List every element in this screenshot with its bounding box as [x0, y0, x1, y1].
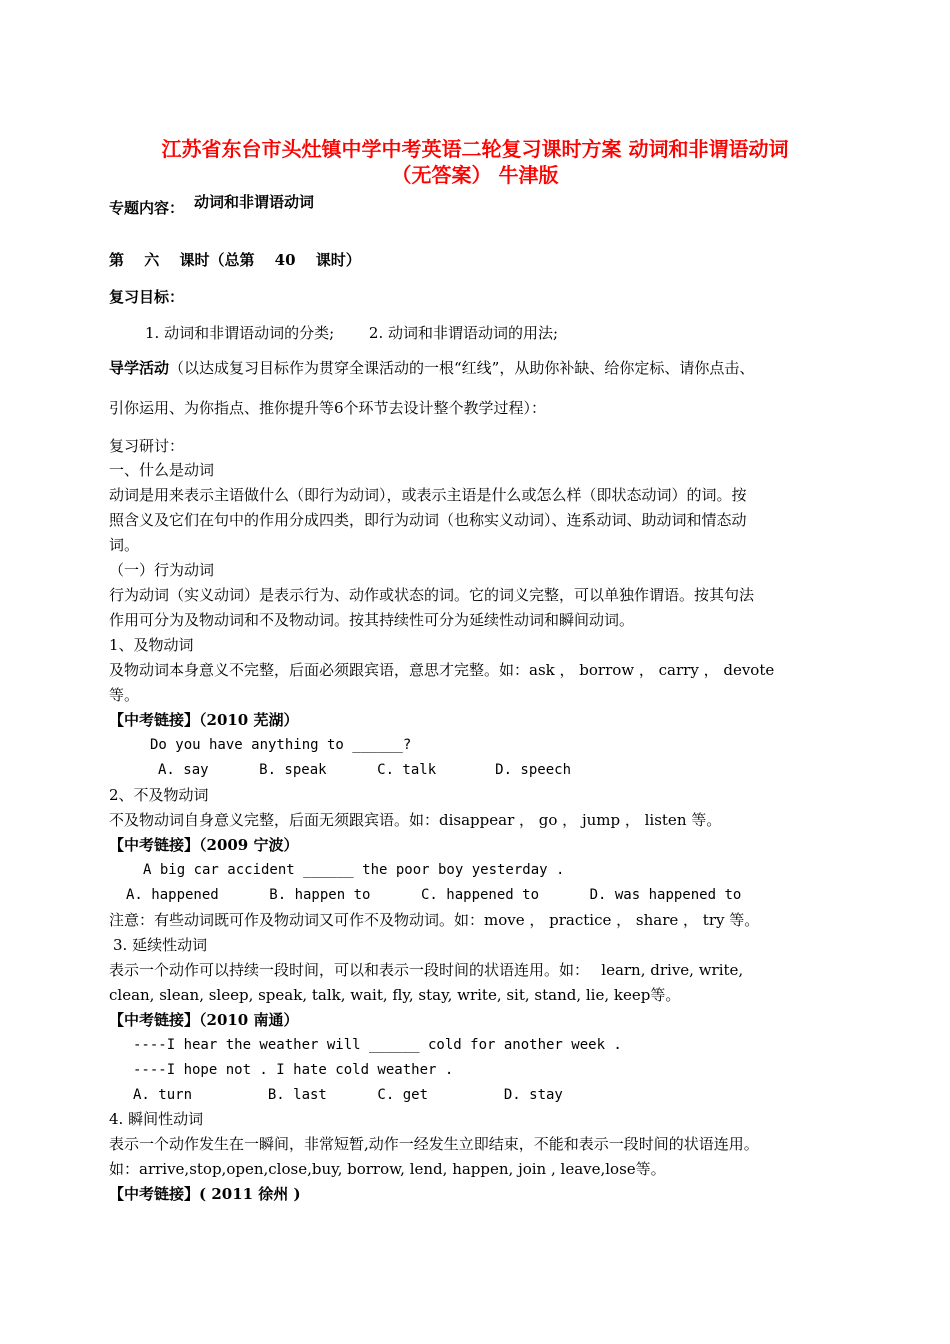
question-3-line2: ----I hope not . I hate cold weather . — [133, 1062, 454, 1078]
transitive-text-2: 等。 — [109, 686, 140, 704]
topic-label: 专题内容： — [109, 199, 185, 217]
guide-text1: （以达成复习目标作为贯穿全课活动的一根“红线”，从助你补缺、给你定标、请你点击、 — [169, 359, 755, 377]
question-2-options: A. happened B. happen to C. happened to D. was happened to — [126, 887, 742, 903]
exam-link-2: 【中考链接】（2009 宁波） — [109, 836, 299, 854]
intransitive-heading: 2、不及物动词 — [109, 786, 209, 804]
durative-text-2: clean, slean, sleep, speak, talk, wait, fly, stay, write, sit, stand, lie, keep等。 — [109, 986, 681, 1004]
definition-line3: 词。 — [109, 536, 140, 554]
subsection-heading: （一）行为动词 — [109, 561, 215, 579]
question-1: Do you have anything to ______? — [150, 737, 412, 753]
guide-line2: 引你运用、为你指点、推你提升等6个环节去设计整个教学过程）： — [109, 399, 547, 417]
lesson-number: 第 六 课时（总第 40 课时） — [109, 251, 361, 269]
transitive-text: 及物动词本身意义不完整，后面必须跟宾语，意思才完整。如：ask ， borrow ， carry ， devote — [109, 661, 775, 679]
guide-line1 — [109, 358, 754, 378]
guide-label: 导学活动 — [109, 359, 170, 377]
review-study: 复习研讨： — [109, 437, 185, 455]
exam-link-3: 【中考链接】（2010 南通） — [109, 1011, 299, 1029]
goal-list: 1. 动词和非谓语动词的分类; 2. 动词和非谓语动词的用法; — [145, 324, 559, 342]
action-verb-line2: 作用可分为及物动词和不及物动词。按其持续性可分为延续性动词和瞬间动词。 — [109, 611, 635, 629]
exam-link-1: 【中考链接】（2010 芜湖） — [109, 711, 299, 729]
question-2: A big car accident ______ the poor boy yesterday . — [143, 862, 565, 878]
transitive-heading: 1、及物动词 — [109, 636, 194, 654]
instant-text-2: 如：arrive,stop,open,close,buy, borrow, lend, happen, join , leave,lose等。 — [109, 1160, 666, 1178]
question-1-options: A. say B. speak C. talk D. speech — [158, 762, 572, 778]
definition-line2: 照含义及它们在句中的作用分成四类，即行为动词（也称实义动词）、连系动词、助动词和情态动 — [109, 511, 747, 529]
definition-line1: 动词是用来表示主语做什么（即行为动词），或表示主语是什么或怎么样（即状态动词）的词。按 — [109, 486, 747, 504]
goal-heading: 复习目标： — [109, 288, 185, 306]
doc-title-line1: 江苏省东台市头灶镇中学中考英语二轮复习课时方案 动词和非谓语动词 — [161, 137, 789, 161]
instant-text-1: 表示一个动作发生在一瞬间，非常短暂,动作一经发生立即结束，不能和表示一段时间的状语连用。 — [109, 1135, 759, 1153]
note-text: 注意：有些动词既可作及物动词又可作不及物动词。如：move ， practice ， share ， try 等。 — [109, 911, 760, 929]
topic-value: 动词和非谓语动词 — [194, 193, 315, 211]
exam-link-4: 【中考链接】( 2011 徐州 ) — [109, 1185, 301, 1203]
section-heading-1: 一、什么是动词 — [109, 461, 215, 479]
intransitive-text: 不及物动词自身意义完整，后面无须跟宾语。如：disappear ， go ， jump ， listen 等。 — [109, 811, 722, 829]
instant-heading: 4. 瞬间性动词 — [109, 1110, 204, 1128]
doc-title-line2: （无答案） 牛津版 — [391, 163, 559, 187]
question-3-line1: ----I hear the weather will ______ cold for another week . — [133, 1037, 622, 1053]
action-verb-line1: 行为动词（实义动词）是表示行为、动作或状态的词。它的词义完整，可以单独作谓语。按其句法 — [109, 586, 755, 604]
durative-text-1: 表示一个动作可以持续一段时间，可以和表示一段时间的状语连用。如： learn, drive, write, — [109, 961, 744, 979]
durative-heading: 3. 延续性动词 — [113, 936, 208, 954]
question-3-options: A. turn B. last C. get D. stay — [133, 1087, 563, 1103]
